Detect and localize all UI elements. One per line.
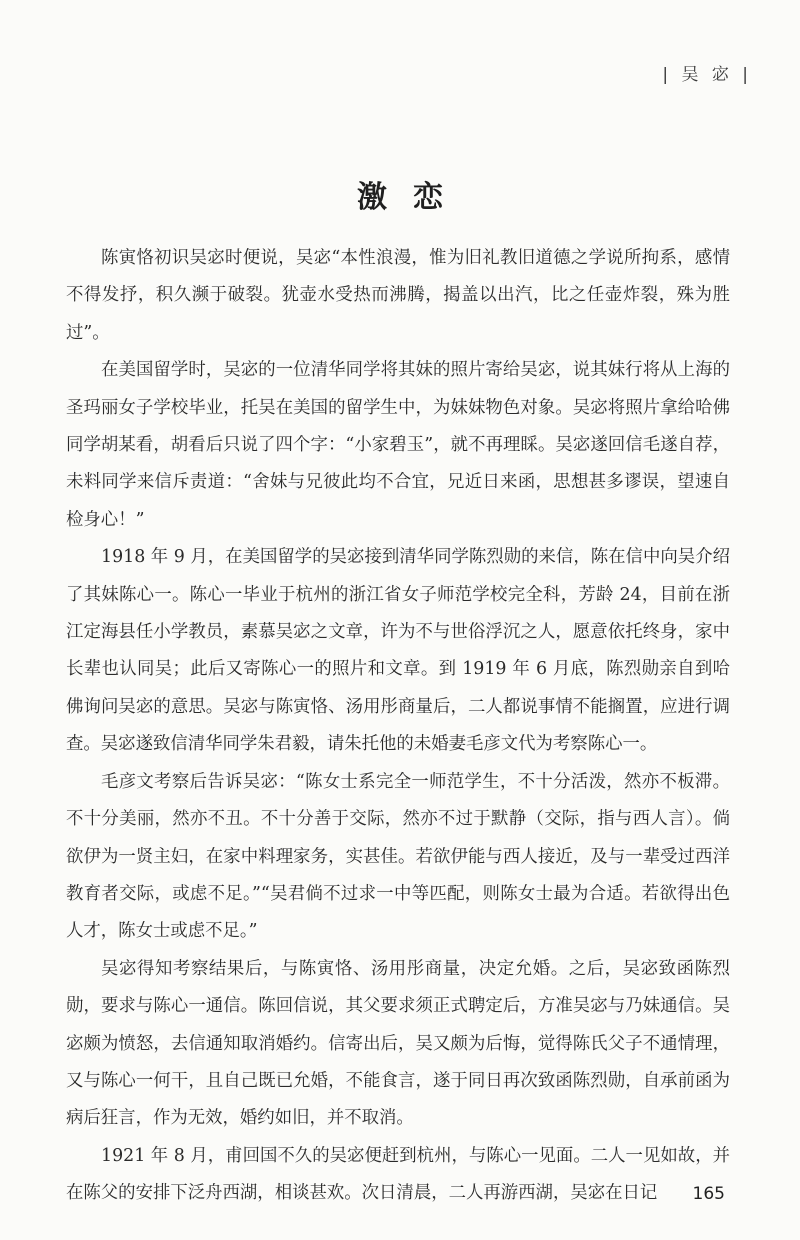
body-text xyxy=(66,240,730,1213)
paragraph: 1921 年 8 月，甫回国不久的吴宓便赶到杭州，与陈心一见面。二人一见如故，并在陈父的安排下泛舟西湖，相谈甚欢。次日清晨，二人再游西湖，吴宓在日记 xyxy=(66,1145,730,1204)
paragraph: 陈寅恪初识吴宓时便说，吴宓“本性浪漫，惟为旧礼教旧道德之学说所拘系，感情不得发抒，积久濒于破裂。犹壶水受热而沸腾，揭盖以出汽，比之任壶炸裂，殊为胜过”。 xyxy=(66,248,730,343)
running-header: | 吴 宓 | xyxy=(662,65,752,85)
page-number: 165 xyxy=(692,1184,725,1204)
chapter-title: 激恋 xyxy=(357,180,469,215)
paragraph: 在美国留学时，吴宓的一位清华同学将其妹的照片寄给吴宓，说其妹行将从上海的圣玛丽女子学校毕业，托吴在美国的留学生中，为妹妹物色对象。吴宓将照片拿给哈佛同学胡某看，胡看后只说了四个字：“小家碧玉”，就不再理睬。吴宓遂回信毛遂自荐，未料同学来信斥责道：“舍妹与兄彼此均不合宜，兄近日来函，思想甚多谬误，望速自检身心！” xyxy=(66,360,730,530)
paragraph: 吴宓得知考察结果后，与陈寅恪、汤用彤商量，决定允婚。之后，吴宓致函陈烈勋，要求与陈心一通信。陈回信说，其父要求须正式聘定后，方准吴宓与乃妹通信。吴宓颇为愤怒，去信通知取消婚约。信寄出后，吴又颇为后悔，觉得陈氏父子不通情理，又与陈心一何干，且自己既已允婚，不能食言，遂于同日再次致函陈烈勋，自承前函为病后狂言，作为无效，婚约如旧，并不取消。 xyxy=(66,958,730,1129)
paragraph: 毛彦文考察后告诉吴宓：“陈女士系完全一师范学生，不十分活泼，然亦不板滞。不十分美丽，然亦不丑。不十分善于交际，然亦不过于默静（交际，指与西人言）。倘欲伊为一贤主妇，在家中料理家务，实甚佳。若欲伊能与西人接近，及与一辈受过西洋教育者交际，或虑不足。”“吴君倘不过求一中等匹配，则陈女士最为合适。若欲得出色人才，陈女士或虑不足。” xyxy=(66,771,730,942)
paragraph: 1918 年 9 月，在美国留学的吴宓接到清华同学陈烈勋的来信，陈在信中向吴介绍了其妹陈心一。陈心一毕业于杭州的浙江省女子师范学校完全科，芳龄 24，目前在浙江定海县任小学教员，素慕吴宓之文章，许为不与世俗浮沉之人，愿意依托终身，家中长辈也认同吴；此后又寄陈心一的照片和文章。到 1919 年 6 月底，陈烈勋亲自到哈佛询问吴宓的意思。吴宓与陈寅恪、汤用彤商量后，二人都说事情不能搁置，应进行调查。吴宓遂致信清华同学朱君毅，请朱托他的未婚妻毛彦文代为考察陈心一。 xyxy=(66,547,730,755)
